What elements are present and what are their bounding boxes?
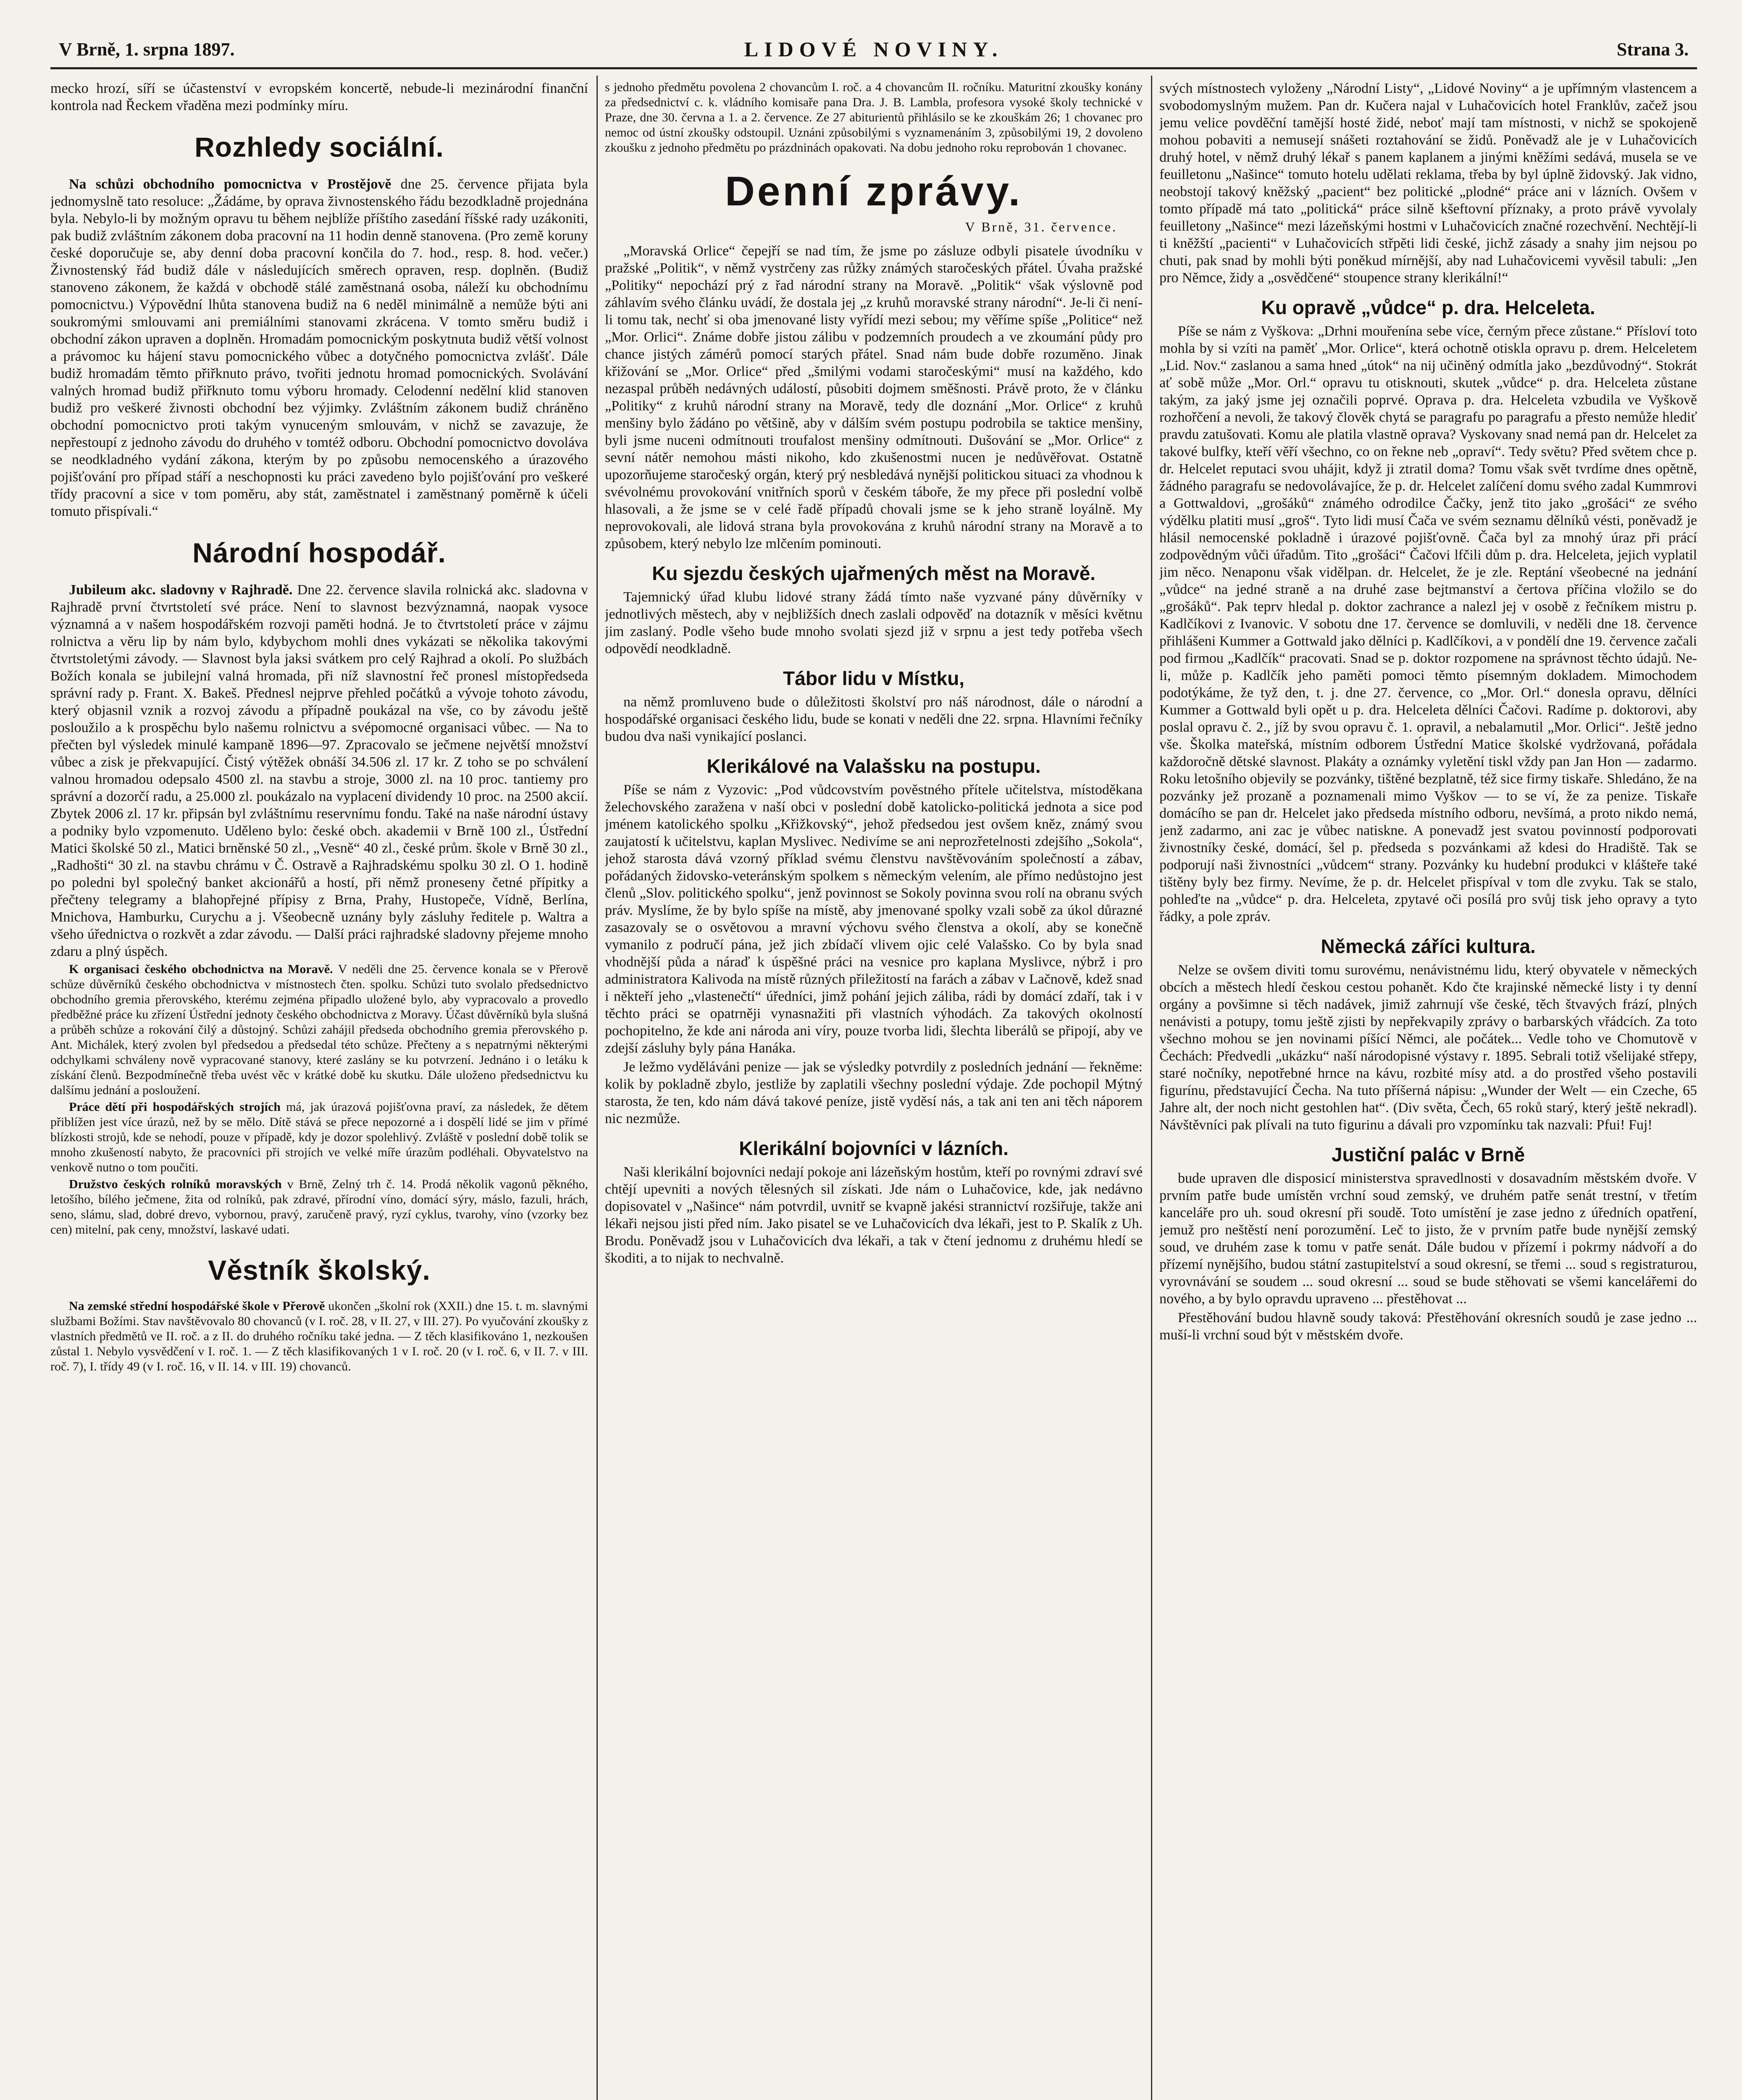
article-body: v Brně, Zelný trh č. 14. Prodá několik vagonů pěkného, letošího, bílého ječmene, žita od rolníků, pak zdravé, přírodní víno, domácí sýry, máslo, fazuli, hrách, seno, slámu, slad, dobré drevo, vybornou, pravý, zaručeně pravý, ryzí cyklus, tvarohy, víno (vzorky bez cen) mitelní, pak ceny, množství, laskavé udati. xyxy=(50,1177,588,1236)
article-lead: Práce dětí při hospodářských strojích xyxy=(69,1100,281,1114)
dateline: V Brně, 31. července. xyxy=(965,219,1117,234)
column-divider xyxy=(596,76,598,2100)
article-paragraph: Tajemnický úřad klubu lidové strany žádá tímto naše vyzvané pány důvěrníky v jednotlivých městech, aby v nejbližších dnech zaslali odpověď na dotazník v měsíci květnu jim zaslaný. Podle všeho bude mnoho svolati sjezd již v srpnu a jest tedy potřeba všech odpovědí neodkladně. xyxy=(605,589,1143,656)
header-page-number: Strana 3. xyxy=(1616,39,1689,60)
article-paragraph xyxy=(50,962,588,1098)
article-paragraph: Přestěhování budou hlavně soudy taková: Přestěhování okresních soudů je zase jedno ... muší-li vrchní soud být v městském dvoře. xyxy=(1159,1310,1697,1343)
section-heading-school: Věstník školský. xyxy=(208,1255,431,1286)
article-paragraph xyxy=(50,1299,588,1374)
article-heading: Tábor lidu v Místku, xyxy=(783,667,964,689)
article-paragraph: Je ležmo vyděláváni penize — jak se výsledky potvrdily z posledních jednání — řekněme: kolik by pokladně zbylo, jestliže by zaplatili všechny poslední výdaje. Zde pochopil Mýtný starosta, že ten, kdo nám dává takové peníze, jistě vyděsí nás, a tak ani ten ani těch náporem nic nezmůže. xyxy=(605,1059,1143,1126)
section-heading-daily-news: Denní zprávy. xyxy=(725,168,1022,214)
article-body: dne 25. července přijata byla jednomyslně tato resoluce: „Žádáme, by oprava živnostenského řádu bezodkladně projednána byla. Nebylo-li by možným opravu tu během nejblíže příštího zasedání říšské rady uzákoniti, pak budiž zvláštním zákonem doba pracovní na 11 hodin denně stanovena. (Pro země koruny české doporučuje se, aby denní doba pracovní končila do 7. hod., resp. 8. hod. večer.) Živnostenský řád budiž dále v následujících směrech opraven, resp. doplněn. (Budiž stanoveno zákonem, že každá v obchodě stálé zaměstnaná osoba, náleží ku obchodnímu pomocnictvu.) Výpovědní lhůta stanovena budiž na 6 neděl minimálně a nemůže býti ani soukromými smlouvami ani premiálními stanovami zkrácena. V tomto směru budiž i obchodní zákon upraven a doplněn. Hromadám pomocnickým poskytnuta budiž větší volnost a právomoc ku hájení stavu pomocnického vůbec a dotyčného pomocnictva zvlášť. Dále budiž hromadám těmto přiřknuto právo, tvořiti jednotu hromad pomocnických. Svolávání valných hromad budiž přiřknuto tomu výboru hromady. Celodenní nedělní klid stanoven budiž pro veškeré živnosti obchodní bez výjimky. Zvláštním zákonem budiž chráněno obchodní pomocnictvo proti takým vynuceným smlouvám, v nichž se zavazuje, že nepřestoupí z jednoho závodu do druhého v tomtéž odboru. Obchodní pomocnictvo dovoláva se neodkladného vydání zákona, kterým by po způsobu nemocenského a úrazového pojišťování pro případ stáří a neschopnosti ku práci zavedeno bylo pojišťování pro veškeré třídy pracovní a sice v tom poměru, aby stát, zaměstnatel i zaměstnaný poměrně k účeli tomuto přispívali.“ xyxy=(50,176,588,519)
article-paragraph: na němž promluveno bude o důležitosti školství pro náš národnost, dále o národní a hospodářské organisaci českého lidu, bude se konati v neděli dne 22. srpna. Hlavními řečníky budou dva naši vynikající poslanci. xyxy=(605,694,1143,744)
article-heading: Justiční palác v Brně xyxy=(1331,1144,1525,1166)
article-paragraph: bude upraven dle disposicí ministerstva spravedlnosti v dosavadním městském dvoře. V prvním patře bude umístěn vrchní soud zemský, ve druhém patře senát trestní, v třetím kanceláře pro uh. soud okresní při soudě. Toto umístění je zase jedno z úředních opatření, jemuž pro neštěstí není porozumění. Leč to jisto, že v prvním patře bude nynější zemský soud, ve druhém zase k tomu v patře senát. Dále budou v přízemí i pokrmy nádvoří a do přízemí nynějšího, budou státní zastupitelství a soud okresní, se třemi ... soud s registraturou, vyrovnávání se soudem ... soud okresní ... soud se bude stěhovati se všemi kancelářemi do nového, a by bylo opravdu upraveno ... přestěhovat ... xyxy=(1159,1171,1697,1307)
article-paragraph: Naši klerikální bojovníci nedají pokoje ani lázeňským hostům, kteří po rovnými zdraví své chtějí upevniti a nových tělesných sil získati. Jde nám o Luhačovice, kde, jak nedávno dopisovatel v „Našince“ nám potvrdil, uvnitř se kvapně jakési strannictví rozšiřuje, takže ani lékaři nejsou jisti před ním. Jako pisatel se ve Luhačovicích dva lékaři, jest to P. Skalík z Uh. Brodu. Poněvadž jsou v Luhačovicích dva lékaři, a tak v čtení jednomu z druhému hledí se škoditi, a to nijak to nechvalně. xyxy=(605,1164,1143,1266)
article-paragraph xyxy=(50,176,588,520)
article-heading: Německá záříci kultura. xyxy=(1321,935,1536,957)
article-heading: Ku opravě „vůdce“ p. dra. Helceleta. xyxy=(1261,297,1595,318)
article-heading: Klerikálové na Valašsku na postupu. xyxy=(707,755,1041,777)
article-paragraph: Píše se nám z Vyškova: „Drhni mouřenína sebe více, černým přece zůstane.“ Přísloví toto mohla by si vzíti na paměť „Mor. Orlice“, která ochotně otiskla opravu p. drem. Helceletem „Lid. Nov.“ zaslanou a sama hned „útok“ na nij učiněný odmítla jako „bezdůvodný“. Stokrát ať sobě může „Mor. Orl.“ opravu tu otisknouti, skutek „vůdce“ p. dra. Helceleta zůstane takým, za jaký jsme jej označili poprvé. Oprava p. dra. Helceleta vzbudila ve Vyškově rozhořčení a nevoli, že takový člověk chytá se paragrafu po paragrafu a přesto nemůže hlediť pravdu zatušovati. Komu ale platila vlastně oprava? Vyskovany snad nemá pan dr. Helcelet za takové bulfky, kteří věří všechno, co on řekne neb „opraví“. Tedy světu? Před světem chce p. dr. Helcelet reputaci svou uhájit, když ji ztratil doma? Tomu však svět tvrdíme dnes opětně, žádného paragrafu se nedovolávajíce, že p. dr. Helcelet zalíčení domu svého zadal Kummrovi a Gottwaldovi, „grošáků“ známého odrodilce Čačky, jenž tito jako „grošáci“ ze svého výdělku platiti musí „groš“. Tyto lidi musí Čača ve svém seznamu dělníků vésti, poněvadž je hlásil nemocenské pokladně i úrazové pojišťovně. Čača byl za mnohý úraz při prácí zodpovědným vůči úřadům. Tito „grošáci“ Čačovi lfčili dům p. dra. Helceleta, jejich vyplatil jim něco. Nenaponu však vidělpan. dr. Helcelet, že je zle. Reptání všeobecné na jednání „vůdce“ na jedné straně a na druhé zase bejtmanství a čertova příčina vložilo se do „grošáků“. Pak teprv hledal p. doktor zachrance a nalezl jej v osobě z řečníkem mistru p. Kadlčíkovi z Ivanovic. V sobotu dne 17. července se domluvili, v neděli dne 18. července přihlášeni Kummer a Gottwald jako dělníci p. Kadlčíkovi, a v pondělí dne 19. července začali pod firmou „Kadlčík“ pracovati. Snad se p. doktor rozpomene na správnost těchto údajů. Ne-li, může p. Kadlčík jeho paměti pomoci těmto písemným dokladem. Mimochodem podotýkáme, že tyž den, t. j. dne 27. července, co „Mor. Orl.“ donesla opravu, dělníci Kummer a Gottwald byli opět u p. dra. Helceleta dělníci Čačovi. Radíme p. doktorovi, aby poslal opravu č. 2., jíž by svou opravu č. 1. opravil, a nebalamutil „Mor. Orlici“. Ještě jedno vše. Školka mateřská, místním odborem Ústřední Matice školské vydržovaná, pořádala každoročně dětské slavnost. Plakáty a oznámky vyletění tiskl vždy pan Jan Hon — zadarmo. Roku letošního objevily se pozvánky, tištěné bezplatně, též sice firmy tiskaře. Shledáno, že na pozvánky jež prozaně a poznamenali mimo Vyškov — to se ví, že za penize. Tiskaře domácího se pan dr. Helcelet jako předseda místního odboru, nevšímá, a proto nikdo nemá, jenž zadarmo, ani zac je vůbec natiskne. A ponevadž jest svatou povinností podporovati živnostníky české, domácí, šel p. předseda s pozvánkami až kdesi do Hradiště. Tak se podporují naši živnostníci „vůdcem“ strany. Pozvánky ku hudební produkci v klášteře také tištěny byly bez firmy. Nevíme, že p. dr. Helcelet přispíval v tom dle zvyku. Tak se stalo, pohleďte na „vůdce“ p. dra. Helceleta, zpytavé oči posílá pro svůj tisk jeho opravy a tyto řádky, a pole zpráv. xyxy=(1159,323,1697,924)
article-paragraph: Nelze se ovšem diviti tomu surovému, nenávistnému lidu, který obyvatele v německých obcích a městech hledí českou cestou pohanět. Kdo čte krajinské německé listy i ty denní orgány a povšimne si těch nadávek, jimiž zahrnují vše české, těch štvavých frází, plných nenávisti a potupy, tomu ještě zjisti by nepřekvapily zprávy o barbarských vřádcích. Za toto všechno mohou se jen novinami píšící Němci, ale počátek... Vedle toho ve Chomutově v Čechách: Předvedli „ukázku“ naší národopisné výstavy r. 1895. Sebrali totiž všelijaké střepy, staré nočníky, nepotřebné hrnce na kávu, rozbité mísy atd. a do prostřed všeho postavili figurínu, představující Čecha. Na tuto příšerná nápisu: „Wunder der Welt — ein Czeche, 65 Jahre alt, der noch nicht gestohlen hat“. (Div světa, Čech, 65 roků starý, který ještě nekradl). Návštěvníci pak plívali na tuto figurinu a dávali pro vzpomínku tak nazvali: Pfui! Fuj! xyxy=(1159,962,1697,1133)
header-date: V Brně, 1. srpna 1897. xyxy=(59,39,235,60)
page-header xyxy=(50,29,1697,69)
article-body: má, jak úrazová pojišťovna praví, za následek, že dětem přiblížen jest více úrazů, než by se mělo. Dítě stává se přece nepozorné a i dospělí lidé se jim v přímé blízkosti strojů, kde se nehodí, pouze v případě, kdy je dozor spolehlivý. Zvláště v poslední době tolik se mnoho zkušeností nabyto, že pracovníci při strojích ve velké míře úrazům podléhali. Obyvatelstvo na venkově nutno o tom poučiti. xyxy=(50,1100,588,1174)
article-paragraph xyxy=(50,1177,588,1237)
article-paragraph xyxy=(50,1100,588,1175)
column-3 xyxy=(1159,80,1697,2100)
article-paragraph: svých místnostech vyloženy „Národní Listy“, „Lidové Noviny“ a je upřímným vlastencem a svobodomyslným mužem. Pan dr. Kučera najal v Luhačovicích hotel Franklův, začež jsou jemu velice povděční tamější hosté židé, neboť mají tam místnosti, v nichž se spokojeně mohou pobaviti a nemusejí snášeti roztahování se židů. Poněvadž ale je v Luhačovicích druhý hotel, v němž druhý lékař s panem kaplanem a jinými kněžími sedává, musela se ve feuilletonu „Našince“ tomuto hotelu udělati reklama, třeba by byl úplně židovský. Jak vidno, neobstojí takový kněžský „pacient“ bez politické „plodné“ práce ani v lázních. Ovšem v tomto případě má tato „politická“ práce silně kšeftovní příznaky, a proto právě vyvolaly feuilletony „Našince“ mezi lázeňskými hostmi v Luhačovicích značné rozechvění. Nechtějí-li ti kněžští „pacienti“ v Luhačovicích střpěti lidi české, jichž zásady a snahy jim nejsou po chuti, pak snad by mohli býti poněkud mírnější, aby nad Luhačovicemi vyvěsil tabuli: „Jen pro Němce, židy a „osvědčené“ stoupence strany klerikální!“ xyxy=(1159,81,1697,286)
column-1 xyxy=(50,80,588,2100)
article-paragraph: Píše se nám z Vyzovic: „Pod vůdcovstvím pověstného přítele učitelstva, místoděkana želechovského zaražena v naší obci v poslední době katolicko-politická jednota a sice pod jménem katolického spolku „Křižkovský“, jehož předsedou jest ovšem kněz, známý svou zaujatostí k učitelstvu, kaplan Myslivec. Nedivíme se ani neprozřetelnosti zdejšího „Sokola“, jehož starosta dává vzorný příklad svému členstvu navštěvováním společností a zábav, pořádaných židovsko-veteránským spolkem s německým velením, ale přímo nedůstojno jest členů „Slov. politického spolku“, jenž povinnost se Sokoly povinna svou rolí na obranu svých práv. Myslíme, že by bylo spíše na místě, aby jmenované spolky vzali sobě za úkol důrazné zasazovaly se o osvětovou a mravní výchovu svého členstva a okolí, aby se konečně vymanilo z područí pána, jež jich zbídačí vlivem ojic celé Valašsko. Co by byla snad vhodnější půda a náraď k úspěšné práci na vesnice pro kaplana Myslivce, nýbrž i pro administratora Kalivoda na místě různých přiležitostí na farách a zábav v Lačnově, kdež snad i někteří jeho „vlastenečtí“ úředníci, jimž pohání jejich záliba, rádi by domácí zdaří, tak i v těchto práci se opatrněji vynasnažiti při vlastních výhodách. Za takových okolností pochopitelno, že kde ani národa ani víry, pouze tvorba lidi, šlechta liberálů se připojí, aby ve zdejší zásluhy byly pána Hanáka. xyxy=(605,782,1143,1056)
article-lead: K organisaci českého obchodnictva na Moravě. xyxy=(69,962,333,976)
article-lead: Jubileum akc. sladovny v Rajhradě. xyxy=(69,582,293,598)
intro-paragraph: mecko hrozí, síří se účastenství v evropském koncertě, nebude-li mezinárodní finanční kontrola nad Řeckem vřaděna mezi podmínky míru. xyxy=(50,81,588,113)
article-lead: Na zemské střední hospodářské škole v Přerově xyxy=(69,1299,325,1313)
column-2 xyxy=(605,80,1143,2100)
column-divider xyxy=(1151,76,1152,2100)
school-note: s jednoho předmětu povolena 2 chovancům I. roč. a 4 chovancům II. ročníku. Maturitní zkoušky konány za předsednictví c. k. vládního komisaře pana Dra. J. B. Lambla, profesora vysoké školy technické v Praze, dne 30. června a 1. a 2. července. Ze 27 abiturientů přihlásilo se ke zkouškám 26; 1 chovanec pro nemoc od ústní zkoušky odstoupil. Uznáni způsobilými s vyznamenáním 3, způsobilými 19, 2 dovoleno zkoušku z jednoho předmětu po prázdninách opakovati. Na dobu jednoho roku reprobován 1 chovanec. xyxy=(605,80,1143,155)
article-body: ukončen „školní rok (XXII.) dne 15. t. m. slavnými službami Božími. Stav navštěvovalo 80 chovanců (v I. roč. 28, v II. 27, v III. 27). Po vyučování zkoušky z vlastních předmětů ve II. roč. a z II. do druhého ročníku také jedna. — Z těch klasifikováno 1, nezkoušen zůstal 1. Nebylo vysvědčení v I. roč. 1. — Z těch klasifikovaných 1 v I. roč. 20 (v I. roč. 6, v II. 7. v III. roč. 7), I. třídy 49 (v I. roč. 16, v II. 14. v III. 19) chovanců. xyxy=(50,1299,588,1373)
section-heading-economy: Národní hospodář. xyxy=(192,537,446,568)
header-masthead: LIDOVÉ NOVINY. xyxy=(744,37,1004,61)
article-lead: Na schůzi obchodního pomocnictva v Prostějově xyxy=(69,176,391,192)
article-lead: Družstvo českých rolníků moravských xyxy=(69,1177,282,1191)
article-heading: Ku sjezdu českých ujařmených měst na Moravě. xyxy=(652,562,1096,584)
section-heading-social: Rozhledy sociální. xyxy=(194,131,444,163)
newspaper-page xyxy=(50,29,1697,2100)
article-paragraph: „Moravská Orlice“ čepejří se nad tím, že jsme po zásluze odbyli pisatele úvodníku v pražské „Politik“, v němž vystrčeny zas růžky známých staročeských přátel. Úvaha pražské „Politiky“ nepochází prý z řad národní strany na Moravě. „Politik“ však výslovně pod záhlavím svého článku uvádí, že dostala jej „z kruhů moravské strany národní“. Je-li či není-li tomu tak, nechť si oba jmenované listy vyřídí mezi sebou; my věříme spíše „Politice“ než „Mor. Orlici“. Známe dobře jistou zálibu v podzemních proudech a ve zkoumání půdy pro chance jistých zámérů pomocí starých přátel. Snad nám bude dobře rozuměno. Jinak křižování se „Mor. Orlice“ před „šmilými vodami staročeskými“ musí na každého, kdo nezaspal průběh nedávných událostí, působiti dojmem směšnosti. Právě proto, že v článku „Politiky“ z kruhů národní strany na Moravě, tedy dle doznání „Mor. Orlice“ z kruhů menšiny bylo žádáno po většině, aby v dálším svém postupu podrobila se taktice menšiny, byli jsme nuceni odmítnouti troufalost menšiny odmítnouti. Dušování se „Mor. Orlice“ z sevní nátěr nemohou másti nikoho, kdo zkušenostmi nucen je nedůvěřovat. Ostatně upozorňujeme staročeský orgán, který prý nesbledává nynější politickou situaci za vhodnou k svévolnému provokování vnitřních sporů v českém táboře, že my přece při poslední volbě hlasovali, a že jsme se v celé řadě případů chovali jsme se k jeho straně loyálně. My neprovokovali, ale lidová strana byla provokována z kruhů národní strany na Moravě a to způsobem, který nebylo lze mlčením pominouti. xyxy=(605,243,1143,551)
article-body: V neděli dne 25. července konala se v Přerově schůze důvěrníků českého obchodnictva v místnostech čten. spolku. Schůzi tuto svolalo předsednictvo obchodního gremia přerovského, kterému zejména připadlo uložené bylo, aby vypracovalo a provedlo předběžné práce ku zřízení Ústřední jednoty českého obchodnictva z Moravy. Účast důvěrníků byla slušná a průběh schůze a rokování čilý a důstojný. Schůzi zahájil předseda obchodního gremia přerovského p. Ant. Michálek, který zvolen byl předsedou a předsedal této schůze. Přečteny a s nepatrnými některými odchylkami schváleny nově vypracované stanovy, které zaslány se ku potvrzení. Jednáno i o letáku k získání členů. Bezpodmínečně třeba uvést věc v krátké době ku skutku. Dále uloženo předsednictvu ku dalšímu jednání a posloužení. xyxy=(50,962,588,1097)
article-paragraph xyxy=(50,581,588,960)
article-heading: Klerikální bojovníci v lázních. xyxy=(739,1137,1009,1159)
article-body: Dne 22. července slavila rolnická akc. sladovna v Rajhradě první čtvrtstoletí své práce. Není to slavnost bezvýznamná, naopak vysoce významná a v našem hospodářském rozvoji paměti hodná. Je to čtvrtstoletí práce v zájmu rolnictva a věru lip by nám bylo, kdybychom mohli dnes vykázati se několika takovými čtvrtstoletými závody. — Slavnost byla jaksi svátkem pro celý Rajhrad a okolí. Po službách Božích konala se jubilejní valná hromada, při níž slavnostní řeč pronesl místopředseda správní rady p. Frant. X. Bakeš. Přednesl nejprve přehled počátků a vývoje tohoto závodu, který objasnil vznik a rozvoj závodu a případně poukázal na vše, co by závodu ještě posloužilo a k prospěchu bylo našemu rolnictvu a svépomocné organisaci vůbec. — Na to přečten byl výsledek minulé kampaně 1896—97. Zpracovalo se ječmene největší množství vůbec a zisk je překvapující. Čistý výtěžek obnáší 34.506 zl. 17 kr. Z toho se po schválení valnou hromadou odepsalo 4500 zl. na stavbu a stroje, 3000 zl. na 10 proc. tantiemy pro správní a dozorčí radu, a 25.000 zl. poukázalo na vyplacení dividendy 10 proc. na 2500 akcií. Zbytek 2006 zl. 17 kr. připsán byl zvláštnímu reservnímu fondu. Také na naše národní ústavy a podniky bylo vzpomenuto. Uděleno bylo: české obch. akademii v Brně 100 zl., Ústřední Matici školské 50 zl., Matici brněnské 50 zl., „Vesně“ 40 zl., české prům. škole v Brně 30 zl., „Radhošti“ 30 zl. na stavbu chrámu v Č. Ostravě a Rajhradskému spolku 30 zl. O 1. hodině po poledni byl společný banket akcionářů a hostí, při němž proneseny četné přípitky a přečteny telegramy a blahopřejné přípisy z Brna, Prahy, Hustopeče, Vídně, Berlína, Mnichova, Hamburku, Curychu a j. Všeobecně uznány byly zásluhy ředitele p. Waltra a všeho úřednictva o rozkvět a zdar závodu. — Další práci rajhradské sladovny přejeme mnoho zdaru a plný úspěch. xyxy=(50,582,588,959)
